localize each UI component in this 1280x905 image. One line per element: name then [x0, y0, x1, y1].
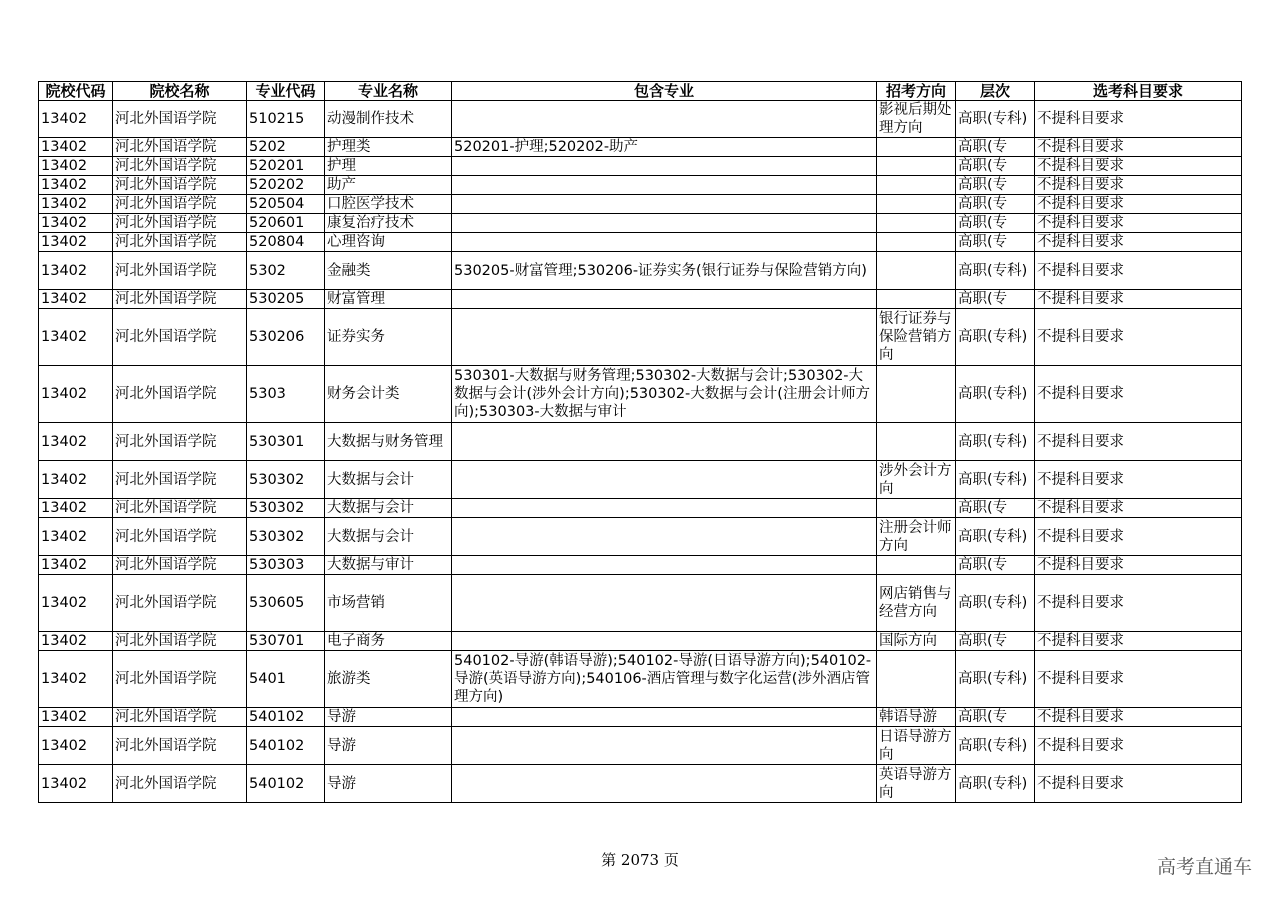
cell-school-code: 13402	[39, 309, 113, 366]
cell-level: 高职(专	[956, 290, 1035, 309]
table-row	[39, 518, 1242, 556]
cell-subject-requirement: 不提科目要求	[1035, 290, 1242, 309]
cell-level: 高职(专科)	[956, 518, 1035, 556]
cell-major-code: 520601	[247, 214, 325, 233]
cell-level: 高职(专	[956, 499, 1035, 518]
cell-included-majors	[452, 290, 877, 309]
cell-school-code: 13402	[39, 366, 113, 423]
cell-direction	[877, 290, 956, 309]
cell-subject-requirement: 不提科目要求	[1035, 423, 1242, 461]
cell-direction: 注册会计师方向	[877, 518, 956, 556]
cell-major-code: 5202	[247, 138, 325, 157]
table-row	[39, 157, 1242, 176]
cell-subject-requirement: 不提科目要求	[1035, 366, 1242, 423]
cell-major-code: 5303	[247, 366, 325, 423]
cell-school-code: 13402	[39, 461, 113, 499]
cell-subject-requirement: 不提科目要求	[1035, 309, 1242, 366]
cell-major-code: 530605	[247, 575, 325, 632]
cell-level: 高职(专科)	[956, 461, 1035, 499]
cell-included-majors	[452, 176, 877, 195]
cell-major-code: 530301	[247, 423, 325, 461]
cell-major-name: 助产	[325, 176, 452, 195]
cell-included-majors	[452, 727, 877, 765]
cell-level: 高职(专科)	[956, 765, 1035, 803]
cell-school-code: 13402	[39, 423, 113, 461]
header-included-majors: 包含专业	[452, 82, 877, 101]
cell-school-name: 河北外国语学院	[113, 252, 247, 290]
cell-major-code: 5302	[247, 252, 325, 290]
cell-major-code: 540102	[247, 727, 325, 765]
table-row	[39, 423, 1242, 461]
cell-school-name: 河北外国语学院	[113, 423, 247, 461]
cell-level: 高职(专科)	[956, 366, 1035, 423]
cell-major-code: 540102	[247, 765, 325, 803]
cell-school-name: 河北外国语学院	[113, 518, 247, 556]
cell-major-code: 5401	[247, 651, 325, 708]
cell-subject-requirement: 不提科目要求	[1035, 101, 1242, 138]
cell-major-name: 大数据与会计	[325, 518, 452, 556]
cell-school-name: 河北外国语学院	[113, 765, 247, 803]
cell-subject-requirement: 不提科目要求	[1035, 195, 1242, 214]
cell-school-code: 13402	[39, 556, 113, 575]
cell-subject-requirement: 不提科目要求	[1035, 214, 1242, 233]
cell-included-majors	[452, 632, 877, 651]
table-row	[39, 708, 1242, 727]
cell-major-name: 大数据与财务管理	[325, 423, 452, 461]
cell-included-majors: 520201-护理;520202-助产	[452, 138, 877, 157]
cell-major-code: 520504	[247, 195, 325, 214]
cell-school-code: 13402	[39, 651, 113, 708]
cell-major-name: 导游	[325, 727, 452, 765]
header-subject-requirement: 选考科目要求	[1035, 82, 1242, 101]
cell-major-code: 530303	[247, 556, 325, 575]
cell-level: 高职(专	[956, 233, 1035, 252]
cell-school-code: 13402	[39, 765, 113, 803]
cell-included-majors	[452, 195, 877, 214]
cell-level: 高职(专科)	[956, 252, 1035, 290]
cell-major-code: 510215	[247, 101, 325, 138]
cell-subject-requirement: 不提科目要求	[1035, 708, 1242, 727]
cell-subject-requirement: 不提科目要求	[1035, 233, 1242, 252]
table-row	[39, 309, 1242, 366]
cell-subject-requirement: 不提科目要求	[1035, 727, 1242, 765]
cell-level: 高职(专	[956, 195, 1035, 214]
cell-school-name: 河北外国语学院	[113, 366, 247, 423]
cell-major-name: 旅游类	[325, 651, 452, 708]
cell-level: 高职(专	[956, 632, 1035, 651]
table-row	[39, 233, 1242, 252]
watermark: 高考直通车	[1156, 856, 1252, 878]
cell-direction	[877, 138, 956, 157]
cell-subject-requirement: 不提科目要求	[1035, 157, 1242, 176]
cell-school-name: 河北外国语学院	[113, 461, 247, 499]
table-row	[39, 765, 1242, 803]
cell-major-name: 财富管理	[325, 290, 452, 309]
cell-subject-requirement: 不提科目要求	[1035, 518, 1242, 556]
cell-direction: 日语导游方向	[877, 727, 956, 765]
cell-direction	[877, 214, 956, 233]
cell-direction: 网店销售与经营方向	[877, 575, 956, 632]
cell-subject-requirement: 不提科目要求	[1035, 651, 1242, 708]
cell-school-name: 河北外国语学院	[113, 138, 247, 157]
table-row	[39, 290, 1242, 309]
cell-major-code: 530206	[247, 309, 325, 366]
header-direction: 招考方向	[877, 82, 956, 101]
cell-school-name: 河北外国语学院	[113, 176, 247, 195]
cell-major-code: 520804	[247, 233, 325, 252]
cell-school-code: 13402	[39, 176, 113, 195]
header-major-name: 专业名称	[325, 82, 452, 101]
cell-major-code: 530302	[247, 499, 325, 518]
cell-included-majors	[452, 499, 877, 518]
page-number: 第 2073 页	[601, 851, 679, 869]
cell-major-code: 530302	[247, 518, 325, 556]
table-row	[39, 214, 1242, 233]
table-row	[39, 366, 1242, 423]
table-row	[39, 252, 1242, 290]
cell-direction	[877, 366, 956, 423]
cell-major-code: 530701	[247, 632, 325, 651]
cell-school-name: 河北外国语学院	[113, 651, 247, 708]
cell-school-code: 13402	[39, 290, 113, 309]
header-school-code: 院校代码	[39, 82, 113, 101]
cell-school-name: 河北外国语学院	[113, 727, 247, 765]
cell-direction: 涉外会计方向	[877, 461, 956, 499]
cell-school-code: 13402	[39, 157, 113, 176]
cell-school-name: 河北外国语学院	[113, 195, 247, 214]
cell-major-name: 康复治疗技术	[325, 214, 452, 233]
cell-subject-requirement: 不提科目要求	[1035, 176, 1242, 195]
cell-subject-requirement: 不提科目要求	[1035, 575, 1242, 632]
cell-major-name: 市场营销	[325, 575, 452, 632]
cell-included-majors	[452, 461, 877, 499]
cell-major-name: 金融类	[325, 252, 452, 290]
cell-direction	[877, 556, 956, 575]
cell-direction	[877, 499, 956, 518]
cell-included-majors	[452, 101, 877, 138]
cell-school-code: 13402	[39, 252, 113, 290]
cell-direction	[877, 157, 956, 176]
cell-included-majors	[452, 708, 877, 727]
cell-direction: 国际方向	[877, 632, 956, 651]
cell-school-code: 13402	[39, 727, 113, 765]
cell-included-majors	[452, 556, 877, 575]
cell-school-name: 河北外国语学院	[113, 233, 247, 252]
cell-level: 高职(专科)	[956, 575, 1035, 632]
cell-level: 高职(专	[956, 138, 1035, 157]
cell-level: 高职(专	[956, 214, 1035, 233]
cell-included-majors: 530301-大数据与财务管理;530302-大数据与会计;530302-大数据与会计(涉外会计方向);530302-大数据与会计(注册会计师方向);530303-大数据与审计	[452, 366, 877, 423]
table-row	[39, 195, 1242, 214]
cell-included-majors	[452, 157, 877, 176]
cell-subject-requirement: 不提科目要求	[1035, 632, 1242, 651]
cell-major-name: 大数据与会计	[325, 499, 452, 518]
cell-subject-requirement: 不提科目要求	[1035, 461, 1242, 499]
cell-included-majors	[452, 765, 877, 803]
cell-level: 高职(专科)	[956, 423, 1035, 461]
table-row	[39, 556, 1242, 575]
cell-school-code: 13402	[39, 575, 113, 632]
table-row	[39, 727, 1242, 765]
cell-subject-requirement: 不提科目要求	[1035, 765, 1242, 803]
cell-major-name: 护理类	[325, 138, 452, 157]
cell-level: 高职(专	[956, 157, 1035, 176]
cell-major-code: 530302	[247, 461, 325, 499]
cell-included-majors	[452, 309, 877, 366]
header-level: 层次	[956, 82, 1035, 101]
cell-school-code: 13402	[39, 518, 113, 556]
cell-direction: 影视后期处理方向	[877, 101, 956, 138]
cell-major-name: 导游	[325, 765, 452, 803]
cell-major-name: 动漫制作技术	[325, 101, 452, 138]
cell-major-name: 口腔医学技术	[325, 195, 452, 214]
cell-major-name: 大数据与审计	[325, 556, 452, 575]
cell-school-code: 13402	[39, 101, 113, 138]
cell-school-code: 13402	[39, 499, 113, 518]
cell-school-code: 13402	[39, 233, 113, 252]
cell-major-name: 护理	[325, 157, 452, 176]
cell-major-name: 大数据与会计	[325, 461, 452, 499]
cell-included-majors	[452, 233, 877, 252]
cell-school-name: 河北外国语学院	[113, 157, 247, 176]
cell-major-code: 530205	[247, 290, 325, 309]
cell-direction	[877, 651, 956, 708]
cell-major-name: 电子商务	[325, 632, 452, 651]
header-major-code: 专业代码	[247, 82, 325, 101]
cell-direction	[877, 195, 956, 214]
cell-school-code: 13402	[39, 195, 113, 214]
cell-school-name: 河北外国语学院	[113, 101, 247, 138]
cell-school-name: 河北外国语学院	[113, 290, 247, 309]
cell-included-majors	[452, 575, 877, 632]
cell-level: 高职(专科)	[956, 727, 1035, 765]
cell-direction	[877, 252, 956, 290]
header-row	[39, 82, 1242, 101]
cell-school-code: 13402	[39, 138, 113, 157]
table-row	[39, 632, 1242, 651]
admissions-table	[38, 81, 1242, 803]
cell-school-name: 河北外国语学院	[113, 708, 247, 727]
cell-major-code: 540102	[247, 708, 325, 727]
cell-level: 高职(专	[956, 176, 1035, 195]
cell-direction: 韩语导游	[877, 708, 956, 727]
cell-direction	[877, 233, 956, 252]
cell-level: 高职(专科)	[956, 309, 1035, 366]
cell-school-name: 河北外国语学院	[113, 556, 247, 575]
table-row	[39, 651, 1242, 708]
cell-major-name: 证券实务	[325, 309, 452, 366]
table-row	[39, 575, 1242, 632]
cell-major-code: 520201	[247, 157, 325, 176]
cell-school-code: 13402	[39, 214, 113, 233]
cell-included-majors	[452, 214, 877, 233]
cell-direction: 银行证券与保险营销方向	[877, 309, 956, 366]
cell-school-code: 13402	[39, 632, 113, 651]
table-row	[39, 176, 1242, 195]
table-row	[39, 499, 1242, 518]
cell-major-name: 导游	[325, 708, 452, 727]
cell-included-majors: 540102-导游(韩语导游);540102-导游(日语导游方向);540102-导游(英语导游方向);540106-酒店管理与数字化运营(涉外酒店管理方向)	[452, 651, 877, 708]
cell-school-name: 河北外国语学院	[113, 499, 247, 518]
cell-level: 高职(专科)	[956, 651, 1035, 708]
cell-included-majors	[452, 518, 877, 556]
cell-direction	[877, 176, 956, 195]
header-school-name: 院校名称	[113, 82, 247, 101]
cell-level: 高职(专	[956, 708, 1035, 727]
cell-included-majors: 530205-财富管理;530206-证券实务(银行证券与保险营销方向)	[452, 252, 877, 290]
cell-included-majors	[452, 423, 877, 461]
cell-school-name: 河北外国语学院	[113, 575, 247, 632]
cell-direction	[877, 423, 956, 461]
cell-subject-requirement: 不提科目要求	[1035, 138, 1242, 157]
cell-major-code: 520202	[247, 176, 325, 195]
cell-subject-requirement: 不提科目要求	[1035, 499, 1242, 518]
cell-school-code: 13402	[39, 708, 113, 727]
cell-school-name: 河北外国语学院	[113, 632, 247, 651]
cell-subject-requirement: 不提科目要求	[1035, 252, 1242, 290]
cell-major-name: 心理咨询	[325, 233, 452, 252]
cell-school-name: 河北外国语学院	[113, 309, 247, 366]
cell-subject-requirement: 不提科目要求	[1035, 556, 1242, 575]
cell-major-name: 财务会计类	[325, 366, 452, 423]
cell-school-name: 河北外国语学院	[113, 214, 247, 233]
table-row	[39, 461, 1242, 499]
cell-level: 高职(专	[956, 556, 1035, 575]
table-row	[39, 101, 1242, 138]
cell-direction: 英语导游方向	[877, 765, 956, 803]
cell-level: 高职(专科)	[956, 101, 1035, 138]
table-row	[39, 138, 1242, 157]
